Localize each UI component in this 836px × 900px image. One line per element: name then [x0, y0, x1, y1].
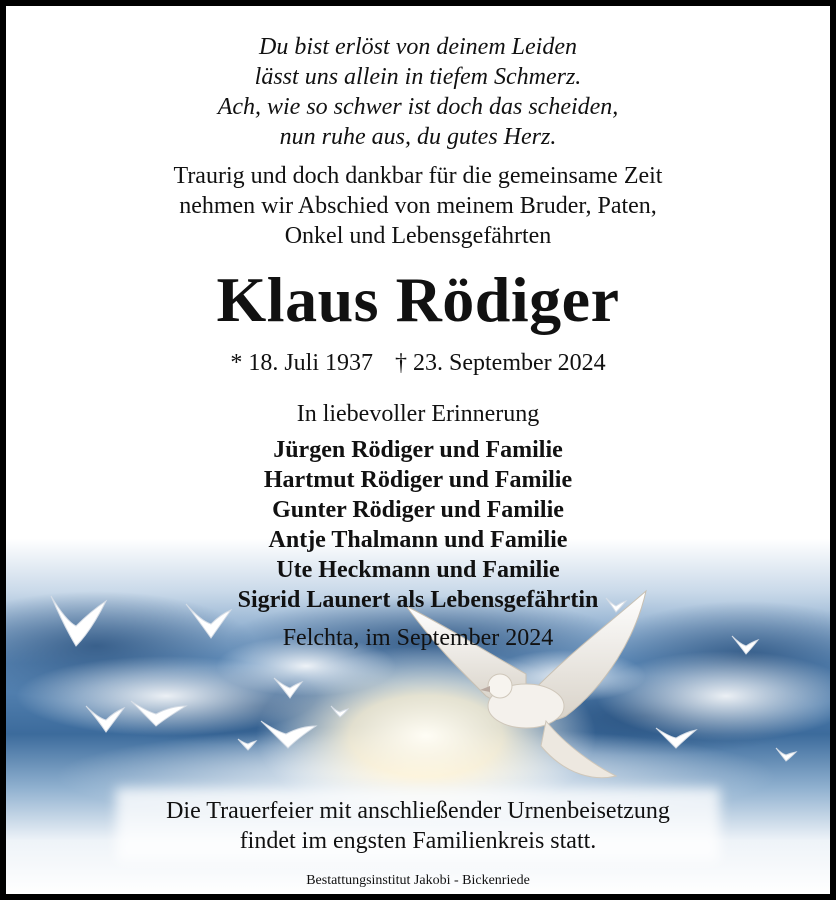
poem-line: Ach, wie so schwer ist doch das scheiden,	[217, 94, 619, 120]
place-and-date: Felchta, im September 2024	[282, 625, 554, 651]
mourner-entry: Gunter Rödiger und Familie	[272, 497, 564, 523]
life-dates	[6, 348, 830, 378]
death-date: † 23. September 2024	[395, 350, 606, 376]
mourner-entry: Hartmut Rödiger und Familie	[263, 467, 573, 493]
funeral-note-line: findet im engsten Familienkreis statt.	[239, 828, 597, 854]
mourner-entry: Ute Heckmann und Familie	[276, 557, 560, 583]
mourners-list	[6, 435, 830, 615]
mourner-entry: Sigrid Launert als Lebensgefährtin	[237, 587, 599, 613]
funeral-note	[6, 796, 830, 856]
deceased-name: Klaus Rödiger	[216, 264, 620, 335]
intro-line: nehmen wir Abschied von meinem Bruder, Paten,	[179, 193, 657, 219]
intro-line: Traurig und doch dankbar für die gemeinsame Zeit	[173, 163, 663, 189]
intro-line: Onkel und Lebensgefährten	[284, 223, 552, 249]
mourner-entry: Antje Thalmann und Familie	[268, 527, 568, 553]
mourner-entry: Jürgen Rödiger und Familie	[273, 437, 563, 463]
funeral-home-credit: Bestattungsinstitut Jakobi - Bickenriede	[306, 873, 530, 888]
farewell-intro	[6, 161, 830, 251]
funeral-note-line: Die Trauerfeier mit anschließender Urnenbeisetzung	[166, 798, 670, 824]
memorial-poem	[6, 32, 830, 152]
birth-date: * 18. Juli 1937	[230, 350, 374, 376]
poem-line: lässt uns allein in tiefem Schmerz.	[254, 64, 582, 90]
poem-line: nun ruhe aus, du gutes Herz.	[279, 124, 557, 150]
memory-line: In liebevoller Erinnerung	[296, 401, 540, 427]
poem-line: Du bist erlöst von deinem Leiden	[259, 34, 577, 60]
